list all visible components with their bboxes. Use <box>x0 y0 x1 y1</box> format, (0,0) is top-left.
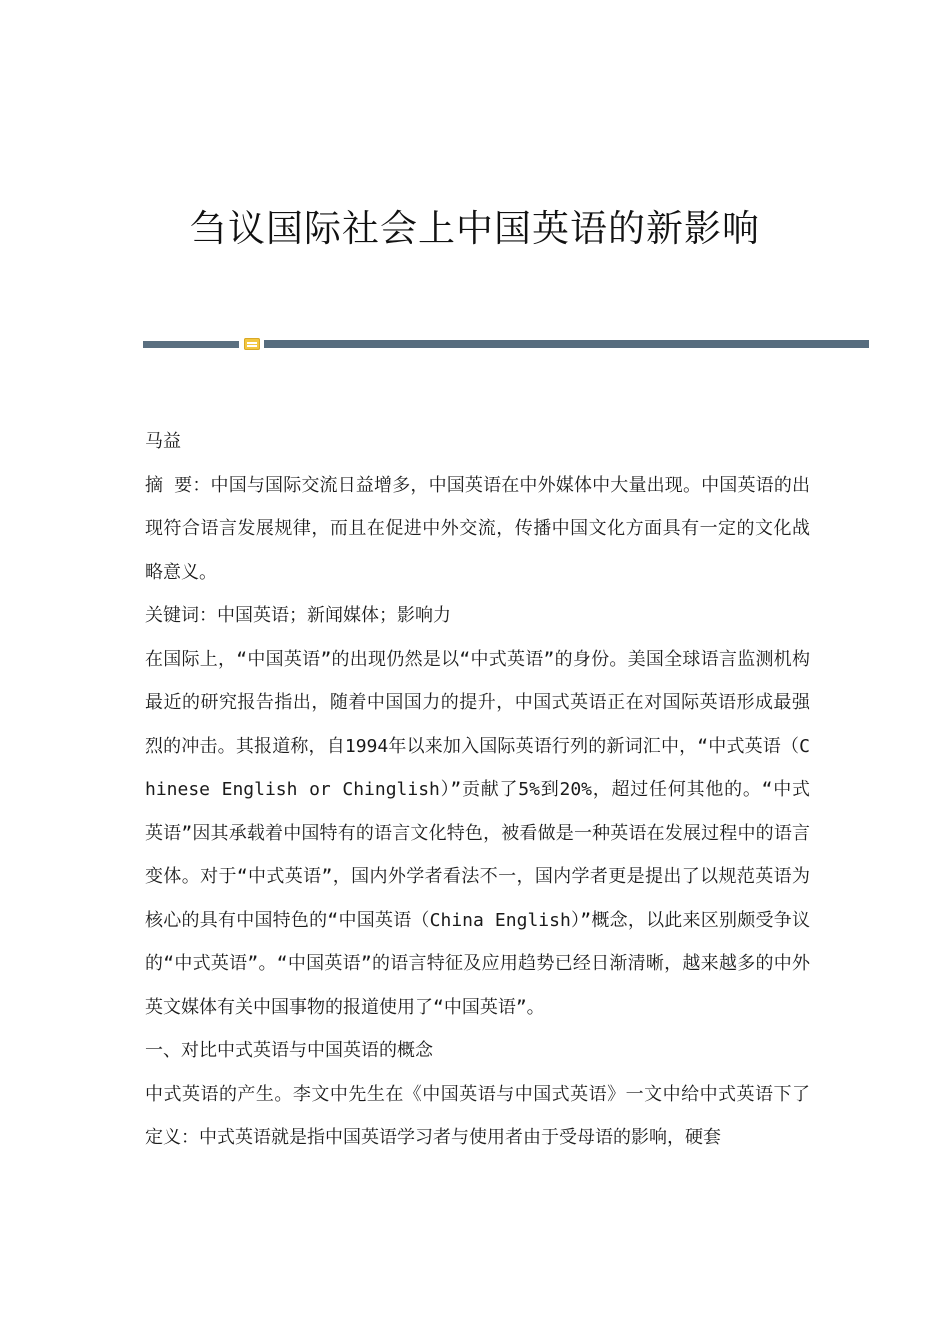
document-title: 刍议国际社会上中国英语的新影响 <box>190 207 760 250</box>
document-body <box>145 420 810 1160</box>
divider-bar-left <box>143 341 239 348</box>
divider-bar-right <box>264 340 869 348</box>
body-paragraph-2: 中式英语的产生。李文中先生在《中国英语与中国式英语》一文中给中式英语下了定义：中式英语就是指中国英语学习者与使用者由于受母语的影响，硬套 <box>145 1083 810 1148</box>
title-divider <box>143 338 869 350</box>
author-line: 马益 <box>145 431 181 452</box>
section-heading-1: 一、对比中式英语与中国英语的概念 <box>145 1040 433 1061</box>
keywords-line: 关键词：中国英语；新闻媒体；影响力 <box>145 605 451 626</box>
divider-emblem-icon <box>244 338 260 350</box>
body-paragraph-1: 在国际上，“中国英语”的出现仍然是以“中式英语”的身份。美国全球语言监测机构最近的研究报告指出，随着中国国力的提升，中国式英语正在对国际英语形成最强烈的冲击。其报道称，自1994年以来加入国际英语行列的新词汇中，“中式英语（Chinese English or Chinglish）”贡献了5%到20%，超过任何其他的。“中式英语”因其承载着中国特有的语言文化特色，被看做是一种英语在发展过程中的语言变体。对于“中式英语”，国内外学者看法不一，国内学者更是提出了以规范英语为核心的具有中国特色的“中国英语（China English）”概念，以此来区别颇受争议的“中式英语”。“中国英语”的语言特征及应用趋势已经日渐清晰，越来越多的中外英文媒体有关中国事物的报道使用了“中国英语”。 <box>145 648 810 1018</box>
abstract-paragraph: 摘 要：中国与国际交流日益增多，中国英语在中外媒体中大量出现。中国英语的出现符合语言发展规律，而且在促进中外交流，传播中国文化方面具有一定的文化战略意义。 <box>145 474 810 583</box>
